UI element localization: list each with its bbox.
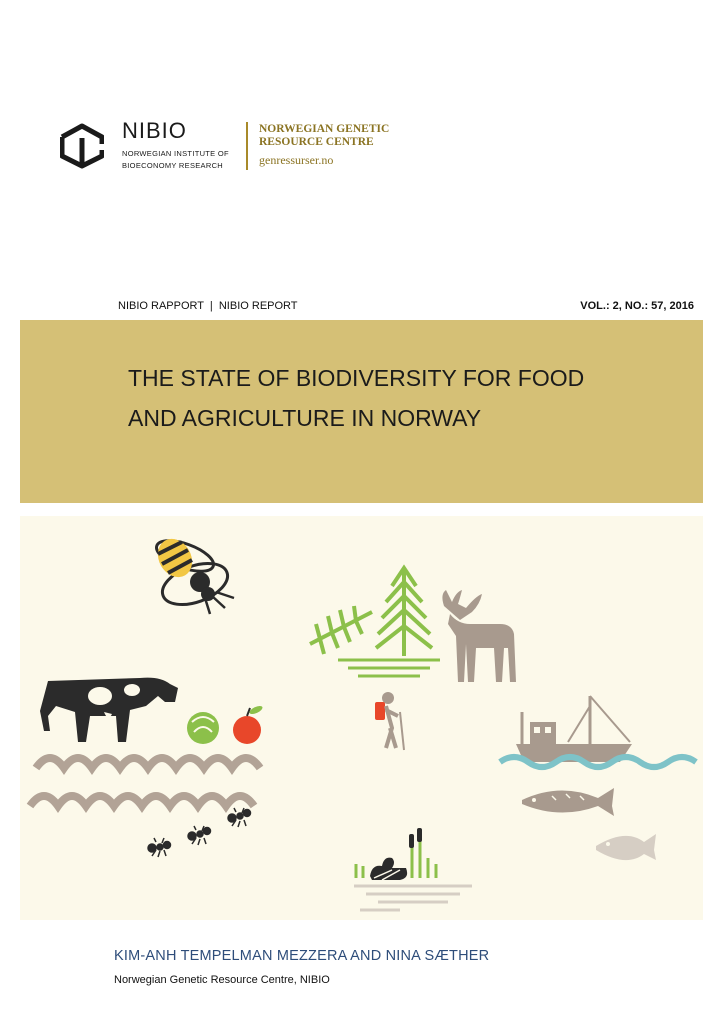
ngrc-website: genressurser.no [259,153,334,167]
page-title [128,358,648,438]
title-band [20,320,703,503]
affiliation: Norwegian Genetic Resource Centre, NIBIO [114,974,330,986]
soil-arcs [30,758,260,806]
moose-icon [442,590,516,682]
nibio-name: NIBIO [122,118,187,143]
salmon-icon [522,788,614,816]
report-volume: VOL.: 2, NO.: 57, 2016 [580,300,694,312]
duck-icon [370,858,407,880]
cabbage-icon [187,712,219,744]
logo-divider [246,122,248,170]
ngrc-name: NORWEGIAN GENETIC RESOURCE CENTRE [259,123,390,148]
spruce-icon [376,568,432,656]
ant-icon [148,808,251,857]
ground-lines [338,660,440,676]
title-line-1: THE STATE OF BIODIVERSITY FOR FOOD [128,365,585,391]
hiker-icon [375,692,404,750]
flounder-icon [596,834,656,860]
cow-icon [40,678,178,742]
cover-illustration [20,516,703,920]
water-lines [354,886,472,910]
report-series: NIBIO RAPPORT | NIBIO REPORT [118,300,298,312]
authors: KIM-ANH TEMPELMAN MEZZERA AND NINA SÆTHER [114,948,490,964]
nibio-subtitle: NORWEGIAN INSTITUTE OF BIOECONOMY RESEARCH [122,149,229,170]
fishing-boat-icon [516,696,632,762]
fern-icon [310,606,372,654]
logo-area [60,118,420,178]
title-line-2: AND AGRICULTURE IN NORWAY [128,405,482,431]
nibio-logo-icon [60,122,104,170]
apple-icon [233,704,264,744]
bee-icon [151,533,234,614]
